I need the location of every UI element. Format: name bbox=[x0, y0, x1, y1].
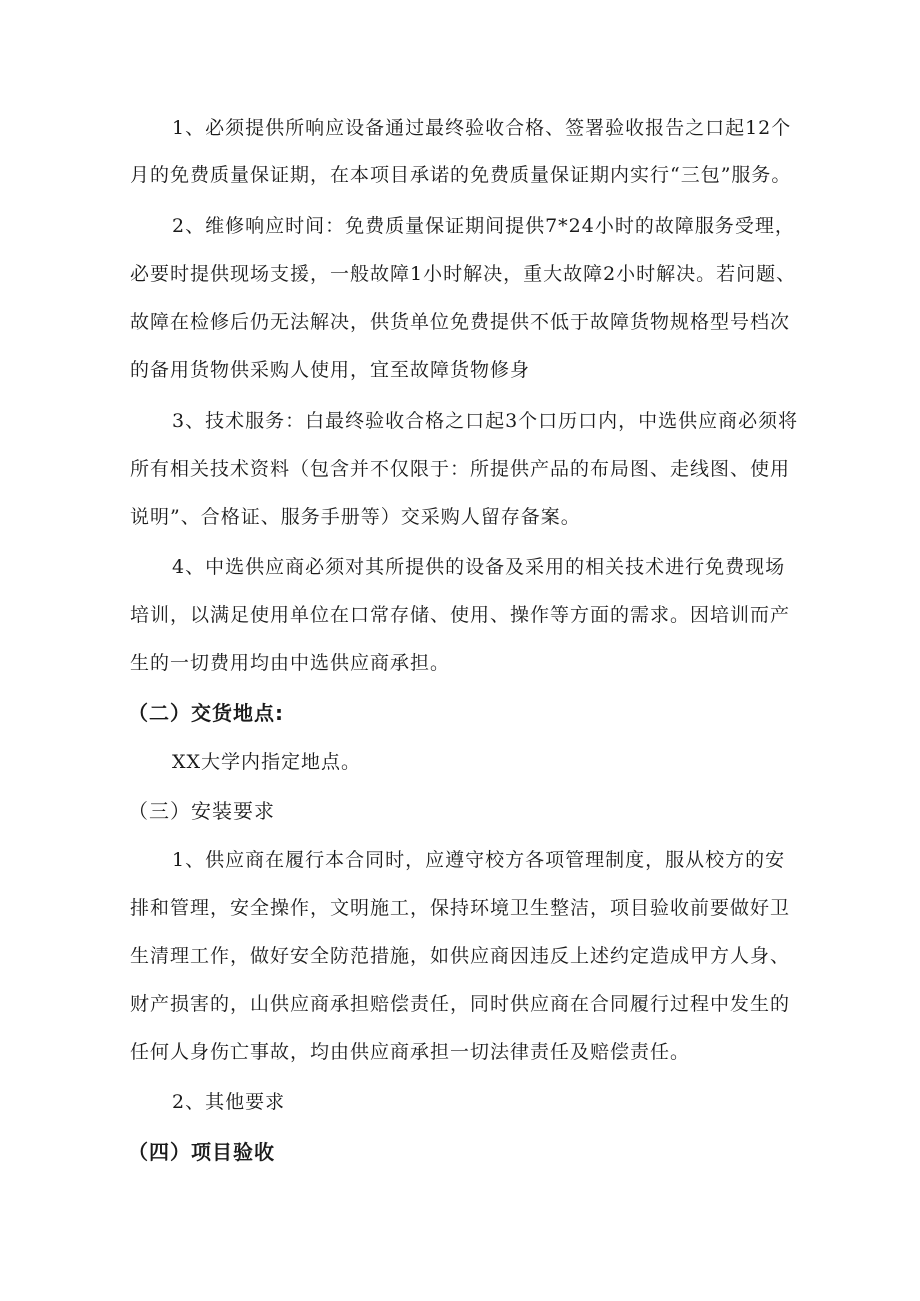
item2-line3: 故障在检修后仍无法解决，供货单位免费提供不低于故障货物规格型号档次 bbox=[130, 311, 791, 333]
item4-line3: 生的一切费用均由中选供应商承担。 bbox=[130, 652, 451, 674]
item2-line2: 必要时提供现场支援，一般故障1小时解决，重大故障2小时解决。若问题、 bbox=[130, 263, 797, 285]
heading-delivery-location: （二）交货地点: bbox=[128, 701, 284, 725]
install-item1-line5: 任何人身伤亡事故，均由供应商承担一切法律责任及赔偿责任。 bbox=[130, 1041, 691, 1063]
install-item2: 2、其他要求 bbox=[172, 1091, 286, 1113]
install-item1-line3: 生清理工作，做好安全防范措施，如供应商因违反上述约定造成甲方人身、 bbox=[130, 945, 791, 967]
item3-line1: 3、技术服务：白最终验收合格之口起3个口历口内，中选供应商必须将 bbox=[172, 410, 799, 432]
item4-line2: 培训，以满足使用单位在口常存储、使用、操作等方面的需求。因培训而产 bbox=[130, 604, 791, 626]
item3-line3: 说明”、合格证、服务手册等）交采购人留存备案。 bbox=[130, 506, 581, 528]
item4-line1: 4、中选供应商必须对其所提供的设备及采用的相关技术进行免费现场 bbox=[172, 556, 786, 578]
item3-line2: 所有相关技术资料（包含并不仅限于：所提供产品的布局图、走线图、使用 bbox=[130, 458, 791, 480]
item1-line1: 1、必须提供所响应设备通过最终验收合格、签署验收报告之口起12个 bbox=[172, 117, 792, 139]
install-item1-line4: 财产损害的，山供应商承担赔偿责任，同时供应商在合同履行过程中发生的 bbox=[130, 993, 791, 1015]
install-item1-line1: 1、供应商在履行本合同时，应遵守校方各项管理制度，服从校方的安 bbox=[172, 849, 786, 871]
install-item1-line2: 排和管理，安全操作，文明施工，保持环境卫生整洁，项目验收前要做好卫 bbox=[130, 897, 791, 919]
heading-installation-requirements: （三）安装要求 bbox=[128, 799, 275, 823]
item1-line2: 月的免费质量保证期，在本项目承诺的免费质量保证期内实行“三包”服务。 bbox=[130, 164, 792, 186]
heading-project-acceptance: （四）项目验收 bbox=[128, 1140, 275, 1164]
delivery-location-text: XX大学内指定地点。 bbox=[172, 751, 362, 773]
item2-line1: 2、维修响应时间：免费质量保证期间提供7*24小时的故障服务受理， bbox=[172, 215, 795, 237]
item2-line4: 的备用货物供采购人使用，宜至故障货物修身 bbox=[130, 359, 531, 381]
